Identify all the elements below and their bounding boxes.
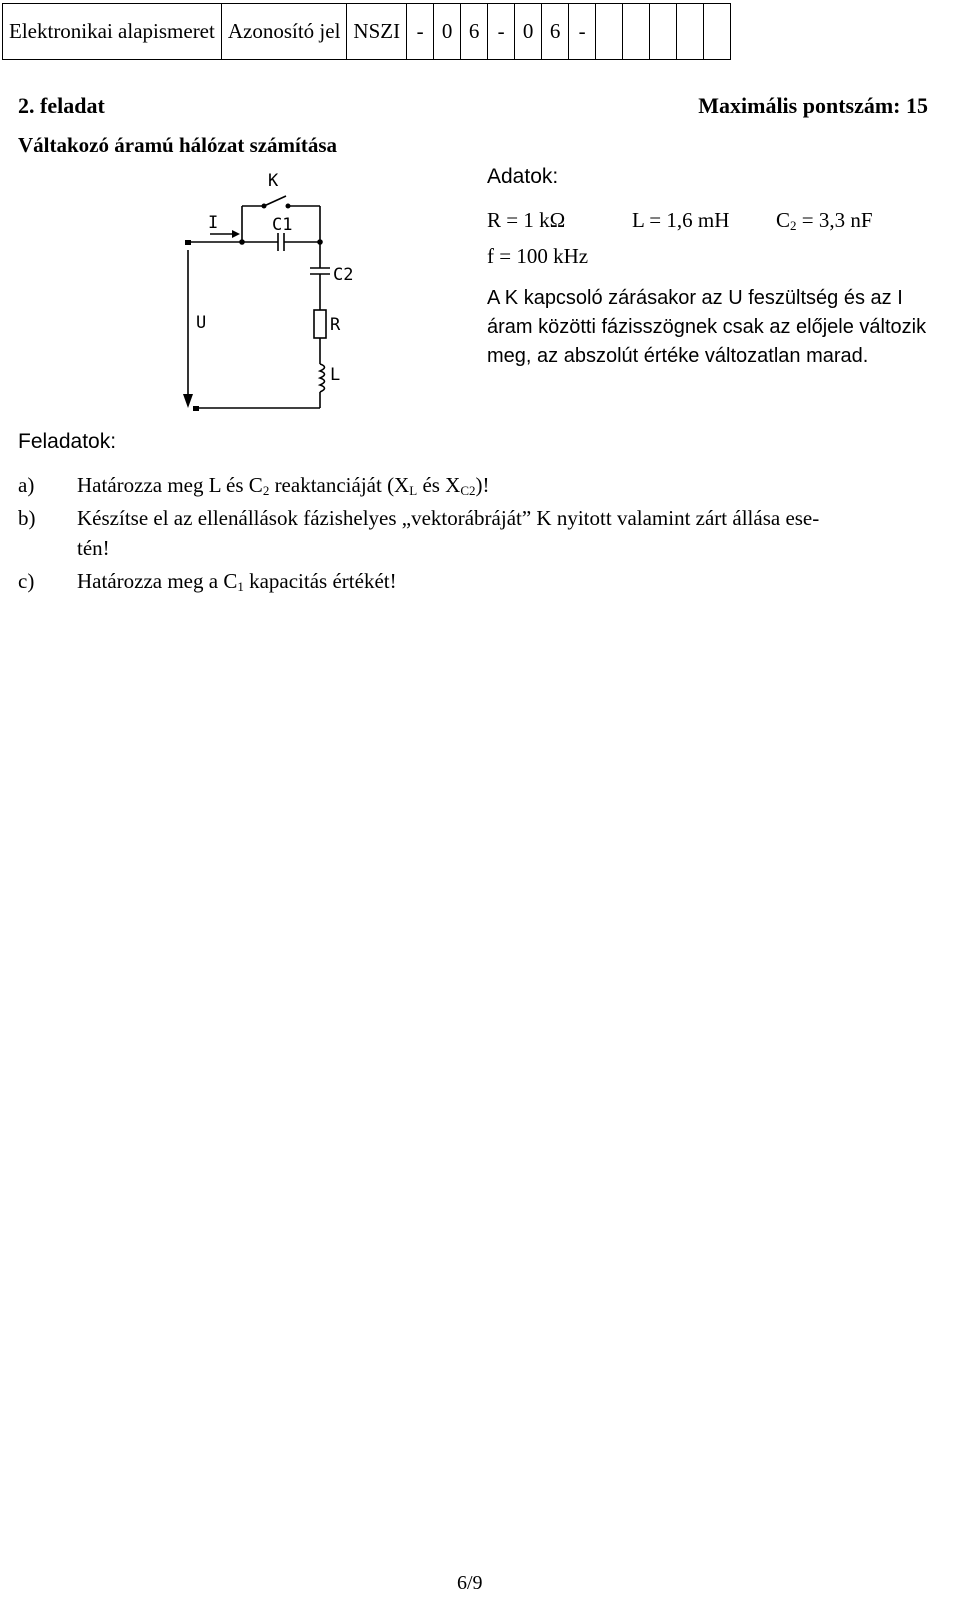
task-a-text-2: reaktanciáját (X (269, 473, 410, 497)
data-capacitance-c2 (776, 208, 873, 233)
header-empty-box (704, 4, 731, 60)
task-text: Készítse el az ellenállások fázishelyes „vektorábráját” K nyitott valamint zárt állása ese- (77, 506, 820, 530)
header-code-cell: NSZI (347, 4, 407, 60)
task-marker: c) (18, 569, 35, 593)
current-i-label: I (208, 213, 219, 233)
task-a-text-1: Határozza meg L és C (77, 473, 263, 497)
header-code-cell: - (407, 4, 434, 60)
task-marker: a) (18, 473, 35, 497)
tasks-label: Feladatok: (18, 430, 117, 453)
task-a-text-3: és X (417, 473, 461, 497)
c2-value: = 3,3 nF (796, 208, 873, 232)
task-title: Váltakozó áramú hálózat számítása (18, 133, 338, 157)
header-code-cell: 0 (434, 4, 461, 60)
c1-label: C1 (272, 215, 293, 235)
header-table (2, 3, 731, 60)
header-code-cell: - (569, 4, 596, 60)
data-inductance: L = 1,6 mH (632, 208, 730, 232)
task-c-text-2: kapacitás értékét! (243, 569, 397, 593)
task-number: 2. feladat (18, 93, 105, 118)
header-empty-box (623, 4, 650, 60)
data-label: Adatok: (487, 165, 559, 188)
task-b-continuation: tén! (77, 536, 110, 560)
header-empty-box (596, 4, 623, 60)
header-empty-box (650, 4, 677, 60)
header-code-cell: - (488, 4, 515, 60)
header-subject: Elektronikai alapismeret (3, 4, 222, 60)
header-empty-box (677, 4, 704, 60)
task-a-sub-1: 2 (262, 483, 270, 498)
c2-subscript: 2 (790, 218, 797, 233)
task-marker: b) (18, 506, 36, 530)
task-a-sub-2: L (409, 483, 418, 498)
page-number: 6/9 (457, 1572, 483, 1594)
c2-label: C2 (333, 265, 354, 285)
data-frequency: f = 100 kHz (487, 244, 589, 268)
header-code-cell: 6 (461, 4, 488, 60)
r-label: R (330, 315, 341, 335)
task-a-text-4: )! (475, 473, 490, 497)
switch-k-label: K (268, 171, 279, 191)
header-id-label: Azonosító jel (221, 4, 347, 60)
task-description: A K kapcsoló zárásakor az U feszültség és az I áram közötti fázisszögnek csak az előjele változik meg, az abszolút értéke változatlan marad. (487, 287, 927, 367)
header-code-cell: 0 (515, 4, 542, 60)
task-text (77, 569, 397, 594)
task-a-sub-3: C2 (460, 483, 476, 498)
circuit-diagram (180, 168, 360, 418)
max-points: Maximális pontszám: 15 (698, 93, 928, 118)
c2-prefix: C (776, 208, 791, 232)
header-code-cell: 6 (542, 4, 569, 60)
task-text (77, 473, 490, 498)
task-c-sub-1: 1 (237, 579, 244, 594)
voltage-u-label: U (196, 313, 207, 333)
data-resistance: R = 1 kΩ (487, 208, 566, 232)
l-label: L (330, 365, 341, 385)
task-c-text-1: Határozza meg a C (77, 569, 238, 593)
